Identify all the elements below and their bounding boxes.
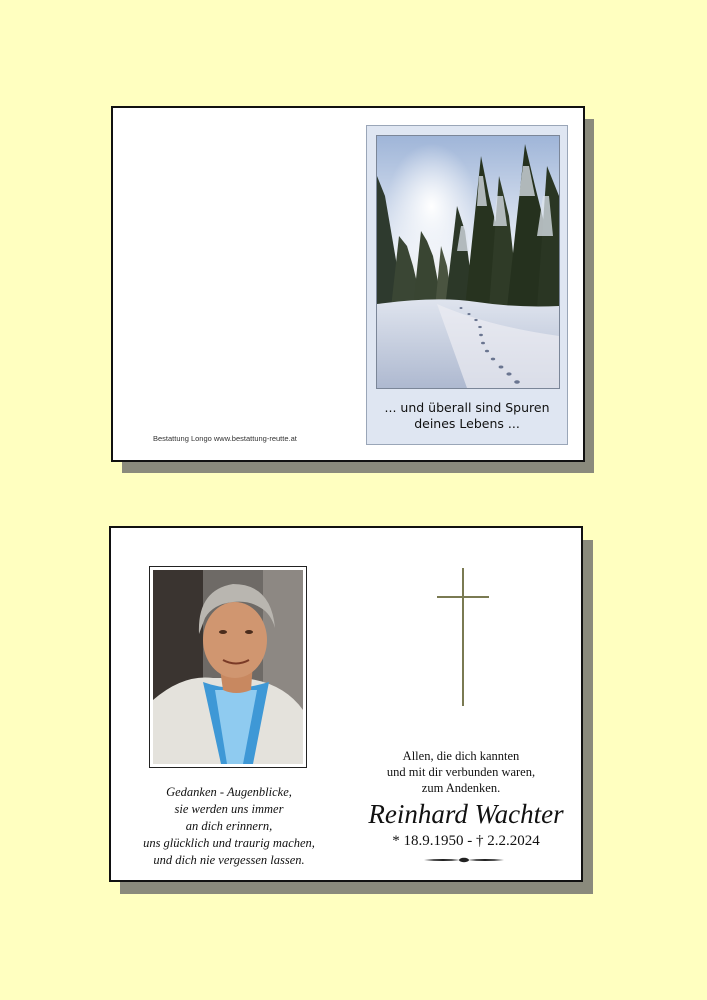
poem-line: sie werden uns immer: [174, 802, 284, 816]
poem-line: und dich nie vergessen lassen.: [153, 853, 305, 867]
remembrance-line: Allen, die dich kannten: [402, 749, 520, 763]
inside-card: [109, 526, 583, 882]
poem-text: [129, 784, 329, 869]
life-dates: * 18.9.1950 - † 2.2.2024: [392, 833, 540, 849]
divider-ornament-icon: [424, 856, 504, 864]
verse-line: ... und überall sind Spuren: [384, 400, 550, 415]
poem-line: an dich erinnern,: [185, 819, 273, 833]
cover-panel: [366, 125, 568, 445]
remembrance-line: und mit dir verbunden waren,: [386, 765, 536, 779]
front-card: [111, 106, 585, 462]
poem-line: uns glücklich und traurig machen,: [143, 836, 315, 850]
portrait-frame: [149, 566, 307, 768]
verse-line: deines Lebens ...: [414, 416, 520, 431]
poem-line: Gedanken - Augenblicke,: [166, 785, 292, 799]
portrait-photo: [153, 570, 303, 764]
remembrance-line: zum Andenken.: [421, 781, 501, 795]
publisher-credit: Bestattung Longo www.bestattung-reutte.at: [153, 434, 297, 443]
verse-text: [367, 400, 567, 432]
remembrance-text: [351, 748, 571, 796]
winter-forest-image: [376, 135, 560, 389]
latin-cross-icon: [437, 568, 489, 706]
deceased-name: Reinhard Wachter: [368, 799, 564, 829]
